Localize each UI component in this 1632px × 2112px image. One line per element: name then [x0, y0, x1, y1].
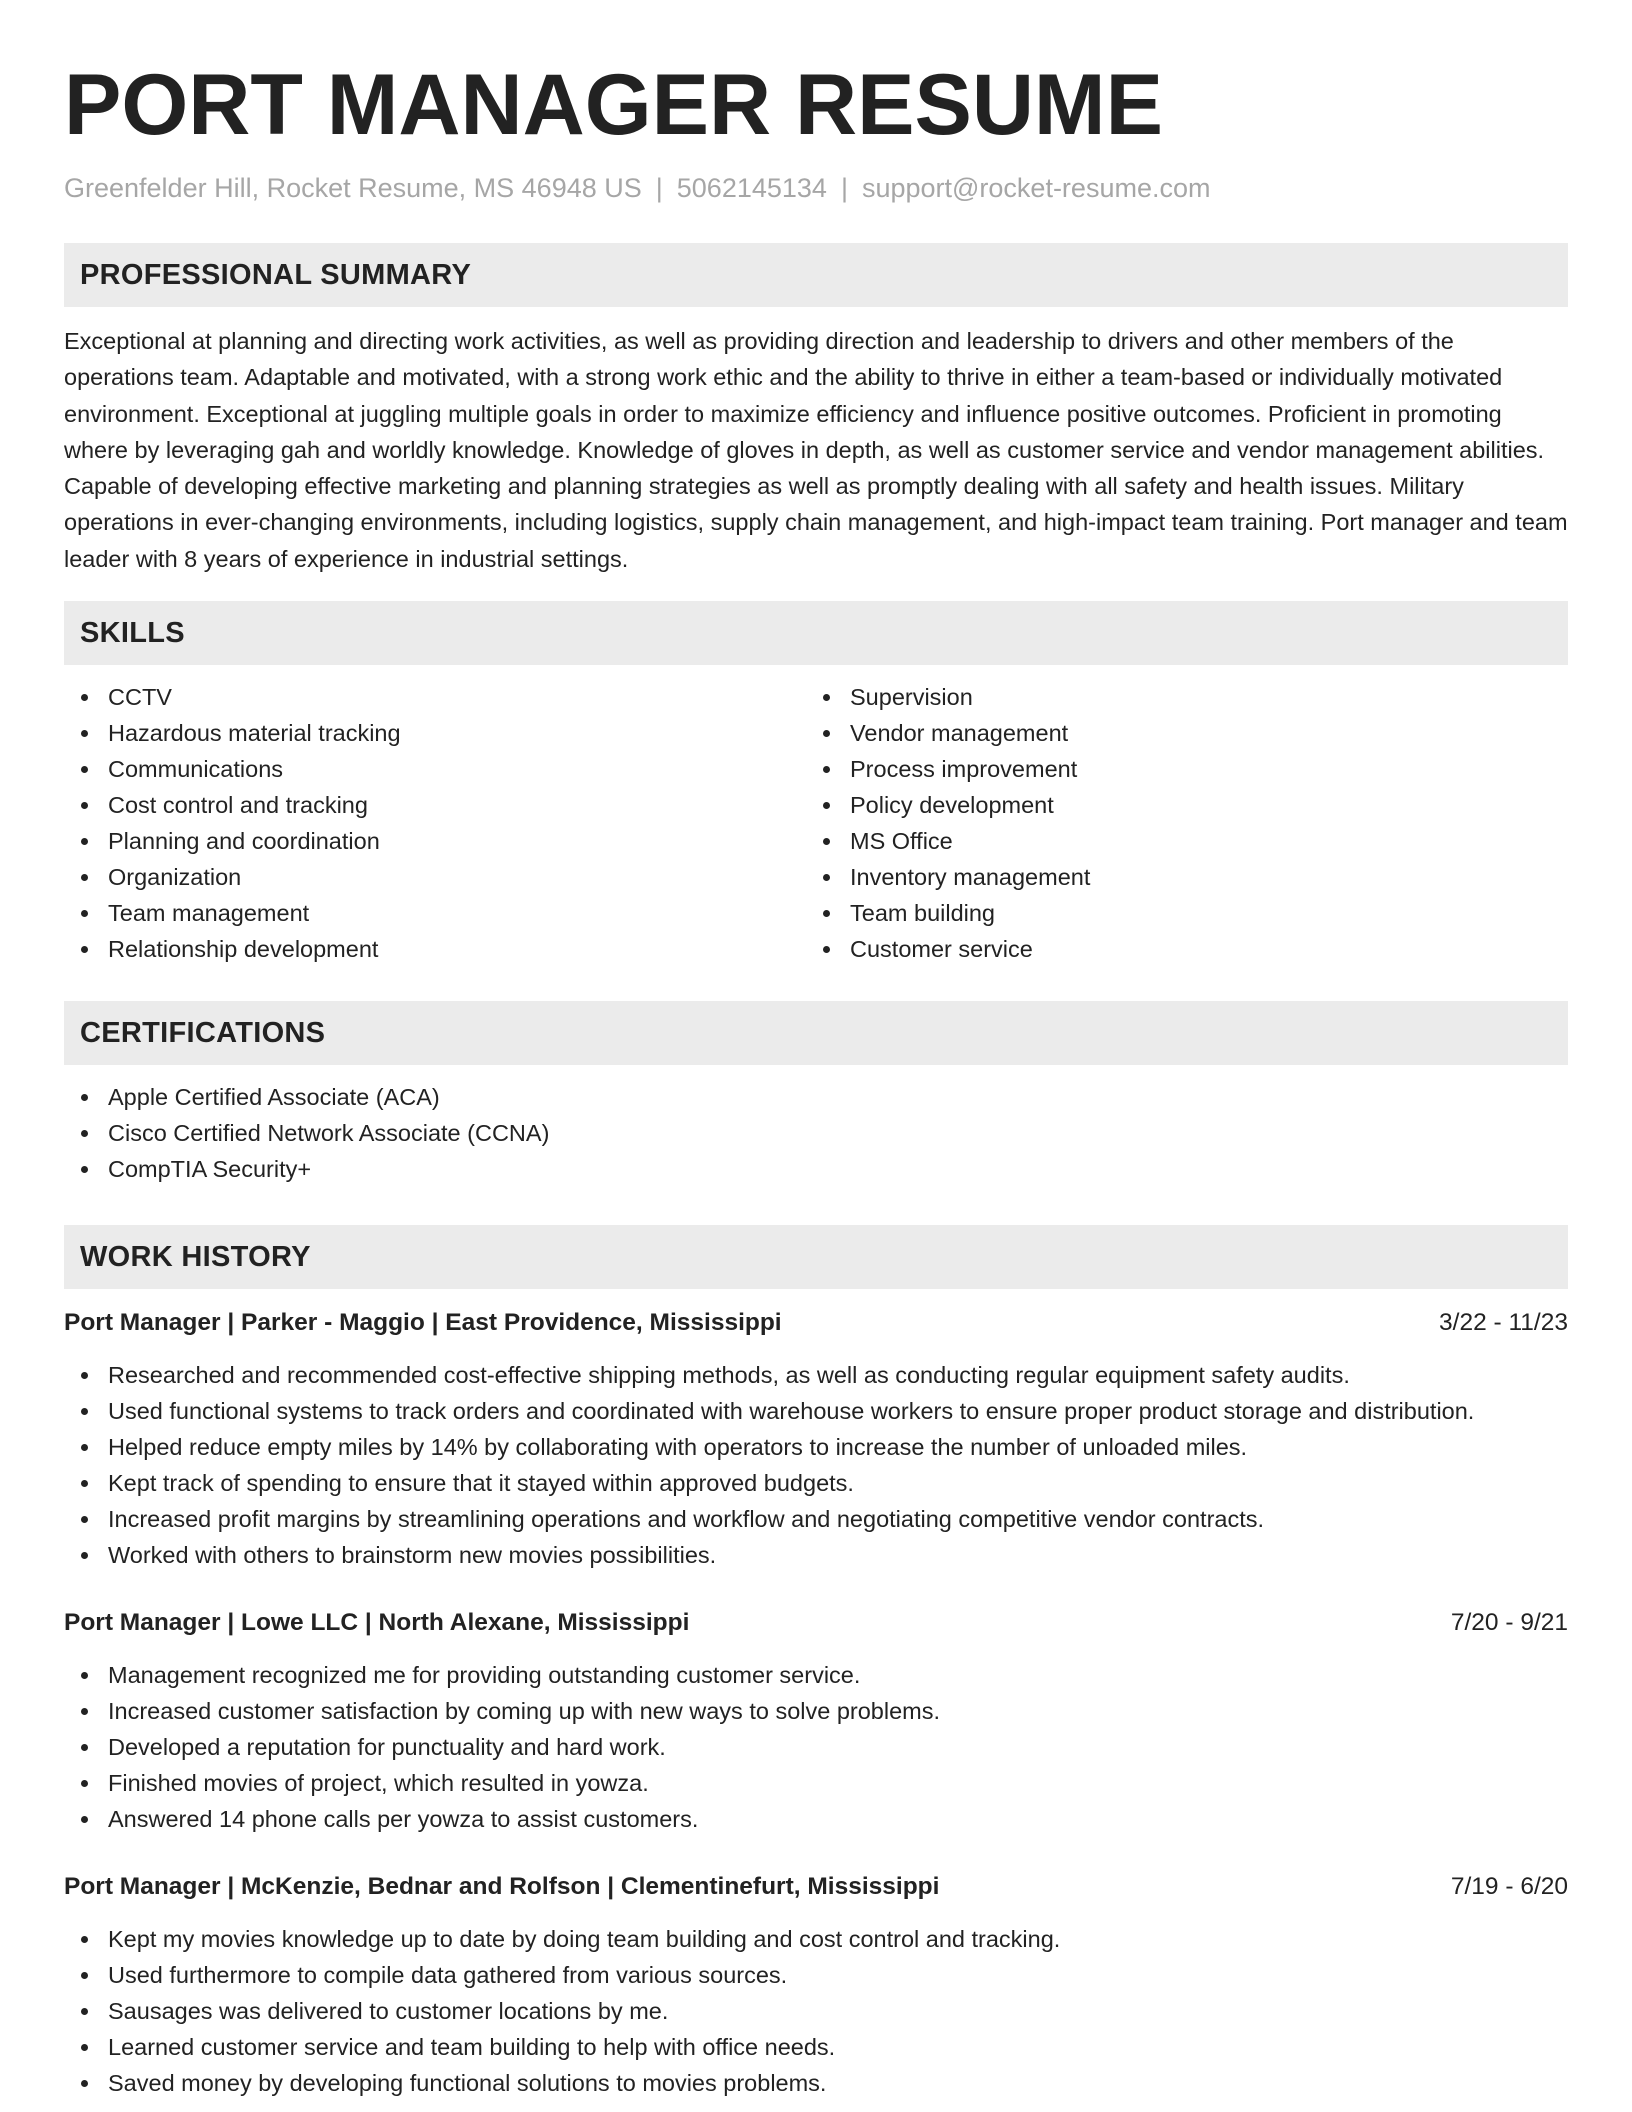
certifications-section	[64, 1001, 1568, 1187]
resume-title: PORT MANAGER RESUME	[64, 57, 1163, 153]
skill-item: Relationship development	[64, 931, 806, 967]
certification-item: Cisco Certified Network Associate (CCNA)	[64, 1115, 1568, 1151]
skill-item: Cost control and tracking	[64, 787, 806, 823]
job-bullet: Increased customer satisfaction by coming up with new ways to solve problems.	[64, 1693, 1568, 1729]
job-bullet: Saved money by developing functional solutions to movies problems.	[64, 2065, 1568, 2101]
resume-page	[64, 56, 1568, 2101]
contact-separator: |	[840, 173, 848, 203]
contact-line	[64, 170, 1568, 206]
skill-item: MS Office	[806, 823, 1548, 859]
job-bullet: Developed a reputation for punctuality and hard work.	[64, 1729, 1568, 1765]
skill-item: Hazardous material tracking	[64, 715, 806, 751]
job-title: Port Manager | Lowe LLC | North Alexane, Mississippi	[64, 1609, 690, 1637]
skill-item: Inventory management	[806, 859, 1548, 895]
skill-item: Planning and coordination	[64, 823, 806, 859]
skill-item: Team building	[806, 895, 1548, 931]
certification-item: CompTIA Security+	[64, 1151, 1568, 1187]
skill-item: Process improvement	[806, 751, 1548, 787]
certifications-list	[64, 1079, 1568, 1187]
skill-item: Policy development	[806, 787, 1548, 823]
work-history-heading: WORK HISTORY	[64, 1225, 1568, 1289]
job-header	[64, 1605, 1568, 1641]
job-bullet: Researched and recommended cost-effective shipping methods, as well as conducting regular equipment safety audits.	[64, 1357, 1568, 1393]
contact-phone: 5062145134	[676, 173, 827, 203]
job-dates: 3/22 - 11/23	[1439, 1309, 1568, 1337]
certification-item: Apple Certified Associate (ACA)	[64, 1079, 1568, 1115]
job-bullet: Kept my movies knowledge up to date by doing team building and cost control and tracking.	[64, 1921, 1568, 1957]
skill-item: Team management	[64, 895, 806, 931]
job-bullets	[64, 1357, 1568, 1573]
job-bullet: Learned customer service and team building to help with office needs.	[64, 2029, 1568, 2065]
job-bullet: Worked with others to brainstorm new movies possibilities.	[64, 1537, 1568, 1573]
certifications-heading: CERTIFICATIONS	[64, 1001, 1568, 1065]
skill-item: Organization	[64, 859, 806, 895]
skills-list-right	[806, 679, 1548, 967]
summary-text: Exceptional at planning and directing work activities, as well as providing direction and leadership to drivers and other members of the operations team. Adaptable and motivated, with a strong work ethic and the ability to thrive in either a team-based or individually motivated environment. Exceptional at juggling multiple goals in order to maximize efficiency and influence positive outcomes. Proficient in promoting where by leveraging gah and worldly knowledge. Knowledge of gloves in depth, as well as customer service and vendor management abilities. Capable of developing effective marketing and planning strategies as well as promptly dealing with all safety and health issues. Military operations in ever-changing environments, including logistics, supply chain management, and high-impact team training. Port manager and team leader with 8 years of experience in industrial settings.	[64, 328, 1568, 572]
job-dates: 7/20 - 9/21	[1450, 1609, 1568, 1637]
skill-item: Communications	[64, 751, 806, 787]
job-bullet: Finished movies of project, which resulted in yowza.	[64, 1765, 1568, 1801]
job-bullet: Sausages was delivered to customer locations by me.	[64, 1993, 1568, 2029]
contact-address: Greenfelder Hill, Rocket Resume, MS 46948 US	[64, 173, 642, 203]
job-bullet: Kept track of spending to ensure that it stayed within approved budgets.	[64, 1465, 1568, 1501]
job-bullet: Answered 14 phone calls per yowza to assist customers.	[64, 1801, 1568, 1837]
job-entry	[64, 1305, 1568, 1573]
skills-section	[64, 601, 1568, 967]
work-history-section	[64, 1225, 1568, 2101]
job-bullets	[64, 1657, 1568, 1837]
contact-email: support@rocket-resume.com	[861, 173, 1211, 203]
job-bullet: Increased profit margins by streamlining operations and workflow and negotiating competitive vendor contracts.	[64, 1501, 1568, 1537]
skill-item: Customer service	[806, 931, 1548, 967]
skills-columns	[64, 679, 1568, 967]
job-bullet: Used furthermore to compile data gathered from various sources.	[64, 1957, 1568, 1993]
job-title: Port Manager | Parker - Maggio | East Providence, Mississippi	[64, 1309, 782, 1337]
summary-section	[64, 243, 1568, 577]
summary-heading: PROFESSIONAL SUMMARY	[64, 243, 1568, 307]
job-bullet: Used functional systems to track orders and coordinated with warehouse workers to ensure proper product storage and distribution.	[64, 1393, 1568, 1429]
skills-list-left	[64, 679, 806, 967]
job-bullet: Management recognized me for providing outstanding customer service.	[64, 1657, 1568, 1693]
skills-heading: SKILLS	[64, 601, 1568, 665]
contact-separator: |	[655, 173, 663, 203]
job-entry	[64, 1869, 1568, 2101]
job-dates: 7/19 - 6/20	[1450, 1873, 1568, 1901]
skill-item: Supervision	[806, 679, 1548, 715]
skill-item: CCTV	[64, 679, 806, 715]
skill-item: Vendor management	[806, 715, 1548, 751]
job-bullets	[64, 1921, 1568, 2101]
job-header	[64, 1869, 1568, 1905]
job-title: Port Manager | McKenzie, Bednar and Rolfson | Clementinefurt, Mississippi	[64, 1873, 940, 1901]
job-header	[64, 1305, 1568, 1341]
job-entry	[64, 1605, 1568, 1837]
job-bullet: Helped reduce empty miles by 14% by collaborating with operators to increase the number of unloaded miles.	[64, 1429, 1568, 1465]
